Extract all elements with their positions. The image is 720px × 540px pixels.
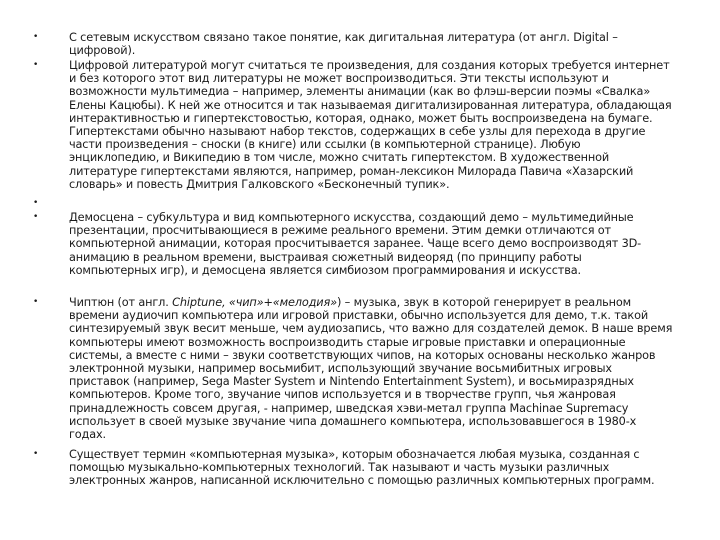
text-line: интерактивностью и гипертекстовостью, которая, однако, может быть воспроизведена на бумаге. [69, 111, 653, 125]
text-line: системы, а вместе с ними – звуки соответствующих чипов, на которых основаны несколько жанров [69, 348, 656, 362]
paragraph-digital-literature [69, 31, 684, 57]
text-line: Существует термин «компьютерная музыка», которым обозначается любая музыка, созданная с [69, 448, 640, 461]
paragraph-chiptune [69, 296, 684, 441]
bullet: • [33, 60, 39, 70]
text-line: возможности мультимедиа – например, элементы анимации (как во флэш-версии поэмы «Свалка» [69, 85, 651, 99]
paragraph-computer-music [69, 448, 684, 488]
text-line: Цифровой литературой могут считаться те произведения, для создания которых требуется интернет [69, 59, 670, 72]
text-line: С сетевым искусством связано такое понятие, как дигитальная литература (от англ. Digital – [69, 31, 618, 44]
text-line: синтезируемый звук весит меньше, чем аудиозапись, что важно для создателей демок. В наше время [69, 322, 673, 336]
bullet: • [33, 212, 39, 222]
bullet: • [33, 32, 39, 42]
text-line: приставок (например, Sega Master System и Nintendo Entertainment System), и восьмиразрядных [69, 375, 634, 389]
text-line: части произведения – сноски (в книге) или ссылки (в компьютерной странице). Любую [69, 138, 581, 152]
text-line: Елены Кацюбы). К ней же относится и так называемая дигитализированная литература, обладающая [69, 98, 672, 112]
text-line: компьютеры имеют возможность воспроизводить старые игровые приставки и операционные [69, 335, 626, 349]
text-line: годах. [69, 428, 106, 442]
paragraph-hypertext [69, 59, 684, 191]
text-line-chiptune-first: Чиптюн (от англ. Chiptune, «чип»+«мелодия») – музыка, звук в которой генерирует в реальном [69, 296, 632, 309]
text-line: литературе гипертекстами являются, например, роман-лексикон Милорада Павича «Хазарский [69, 164, 634, 178]
text-line: презентации, просчитывающиеся в режиме реального времени. Этим демки отличаются от [69, 224, 611, 238]
text-line: энциклопедию, и Википедию в том числе, можно считать гипертекстом. В художественной [69, 151, 610, 165]
text-line: Гипертекстами обычно называют набор текстов, содержащих в себе узлы для перехода в другие [69, 125, 646, 139]
text-line: компьютеров. Кроме того, звучание чипов используется и в творчестве групп, чья жанровая [69, 388, 616, 402]
bullet: • [33, 449, 39, 459]
text-line: электронных жанров, написанной исключительно с помощью различных компьютерных программ. [69, 474, 655, 488]
text-line: цифровой). [69, 44, 136, 58]
text-line: принадлежность совсем другая, - например, шведская хэви-метал группа Machinae Supremacy [69, 401, 629, 415]
text-line: использует в своей музыке звучание чипа домашнего компьютера, использовавшегося в 1980-х [69, 414, 637, 428]
text-line: помощью музыкально-компьютерных технологий. Так называют и часть музыки различных [69, 461, 610, 475]
text-line: времени аудиочип компьютера или игровой приставки, обычно используется для демо, т.к. такой [69, 309, 649, 323]
text-line: словарь» и повесть Дмитрия Галковского «Бесконечный тупик». [69, 177, 450, 191]
text-line: Демосцена – субкультура и вид компьютерного искусства, создающий демо – мультимедийные [69, 211, 634, 224]
text-line: компьютерных игр), и демосцена является симбиозом программирования и искусства. [69, 263, 581, 277]
text-line: анимацию в реальном времени, выстраивая сюжетный видеоряд (по принципу работы [69, 250, 582, 264]
text-line: компьютерной анимации, которая просчитывается заранее. Чаще всего демо воспроизводят 3D- [69, 237, 642, 251]
bullet: • [33, 297, 39, 307]
paragraph-demoscene [69, 211, 684, 277]
text-line: электронной музыки, например восьмибит, использующий звучание восьмибитных игровых [69, 362, 612, 376]
bullet: • [33, 198, 39, 208]
text-line: и без которого этот вид литературы не может воспроизводиться. Эти тексты используют и [69, 72, 609, 86]
